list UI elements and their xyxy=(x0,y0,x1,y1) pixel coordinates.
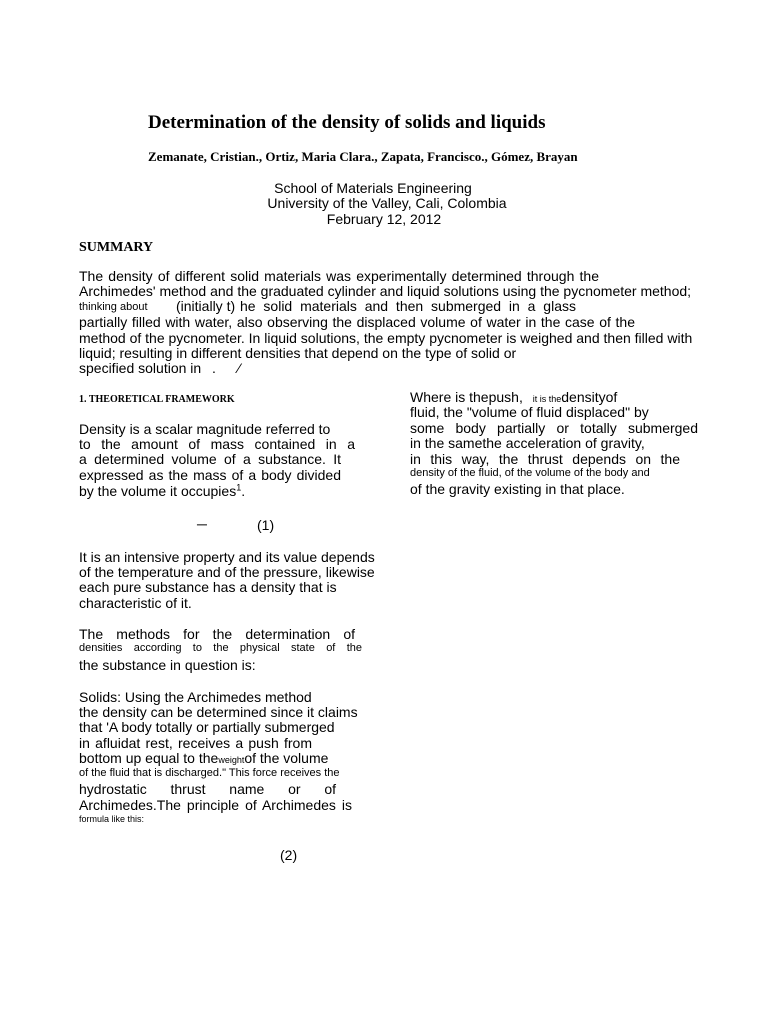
body-line: each pure substance has a density that is xyxy=(79,579,337,595)
equation-number: (1) xyxy=(257,517,275,533)
summary-line: he solid materials and then submerged in a glass xyxy=(240,298,576,314)
section-heading: 1. THEORETICAL FRAMEWORK xyxy=(79,394,235,405)
body-line: that 'A body totally or partially submerged xyxy=(79,719,335,735)
body-line xyxy=(79,483,245,499)
body-line: hydrostatic thrust name or of xyxy=(79,781,336,797)
body-line: in this way, the thrust depends on the xyxy=(410,451,680,467)
author-list: Zemanate, Cristian., Ortiz, Maria Clara., Zapata, Francisco., Gómez, Brayan xyxy=(148,149,578,164)
summary-line-fragment: (initially t) xyxy=(176,298,236,314)
body-line: It is an intensive property and its value depends xyxy=(79,549,375,565)
body-line-text: Where is thepush, xyxy=(410,389,523,405)
affiliation-university: University of the Valley, Cali, Colombia xyxy=(267,195,507,211)
body-line: of the gravity existing in that place. xyxy=(410,481,625,497)
body-line-text: densityof xyxy=(561,389,618,405)
body-line: of the temperature and of the pressure, likewise xyxy=(79,564,375,580)
body-line-text: bottom up equal to the xyxy=(79,750,219,766)
body-line: the substance in question is: xyxy=(79,657,256,673)
summary-line-fragment: ⁄ xyxy=(238,360,241,376)
affiliation-date: February 12, 2012 xyxy=(326,211,442,227)
body-line: Archimedes.The principle of Archimedes is xyxy=(79,797,352,813)
equation-number: (2) xyxy=(280,847,298,863)
body-line: The methods for the determination of xyxy=(79,626,355,642)
summary-line: partially filled with water, also observing the displaced volume of water in the case of the xyxy=(79,314,635,330)
body-line: fluid, the "volume of fluid displaced" by xyxy=(410,404,649,420)
body-line: Density is a scalar magnitude referred to xyxy=(79,421,331,437)
summary-line: The density of different solid materials was experimentally determined through the xyxy=(79,268,599,284)
body-line-text: of the volume xyxy=(244,750,329,766)
body-line: the density can be determined since it claims xyxy=(79,704,358,720)
paper-title: Determination of the density of solids and liquids xyxy=(148,112,546,133)
affiliation-school: School of Materials Engineering xyxy=(274,180,472,196)
summary-line-fragment: thinking about xyxy=(79,301,148,313)
summary-line: Archimedes' method and the graduated cylinder and liquid solutions using the pycnometer method; xyxy=(79,283,692,299)
summary-line: method of the pycnometer. In liquid solutions, the empty pycnometer is weighed and then filled with xyxy=(79,330,693,346)
body-line: formula like this: xyxy=(79,814,145,824)
body-line-text: by the volume it occupies xyxy=(79,483,237,499)
body-line: densities according to the physical state of the xyxy=(79,642,362,654)
summary-line-fragment: . xyxy=(212,360,216,376)
body-line xyxy=(410,389,617,405)
body-line-inline-small: weight xyxy=(218,755,245,765)
body-line: in afluidat rest, receives a push from xyxy=(79,735,312,751)
body-line: a determined volume of a substance. It xyxy=(79,451,341,467)
summary-heading: SUMMARY xyxy=(79,240,154,255)
equation-fraction-bar: ─ xyxy=(197,516,207,532)
body-line: in the samethe acceleration of gravity, xyxy=(410,435,645,451)
body-line: expressed as the mass of a body divided xyxy=(79,467,341,483)
body-line-inline-small: it is the xyxy=(532,394,562,404)
summary-line-fragment: specified solution in xyxy=(79,360,202,376)
summary-line: liquid; resulting in different densities that depend on the type of solid or xyxy=(79,345,517,361)
body-line: to the amount of mass contained in a xyxy=(79,436,355,452)
body-line: Solids: Using the Archimedes method xyxy=(79,689,312,705)
body-line: some body partially or totally submerged xyxy=(410,420,698,436)
body-line: of the fluid that is discharged." This force receives the xyxy=(79,767,340,779)
body-line xyxy=(79,750,328,766)
body-line-end: . xyxy=(241,483,246,499)
body-line: density of the fluid, of the volume of the body and xyxy=(410,467,650,479)
footnote-ref: 1 xyxy=(236,482,242,493)
body-line: characteristic of it. xyxy=(79,595,192,611)
